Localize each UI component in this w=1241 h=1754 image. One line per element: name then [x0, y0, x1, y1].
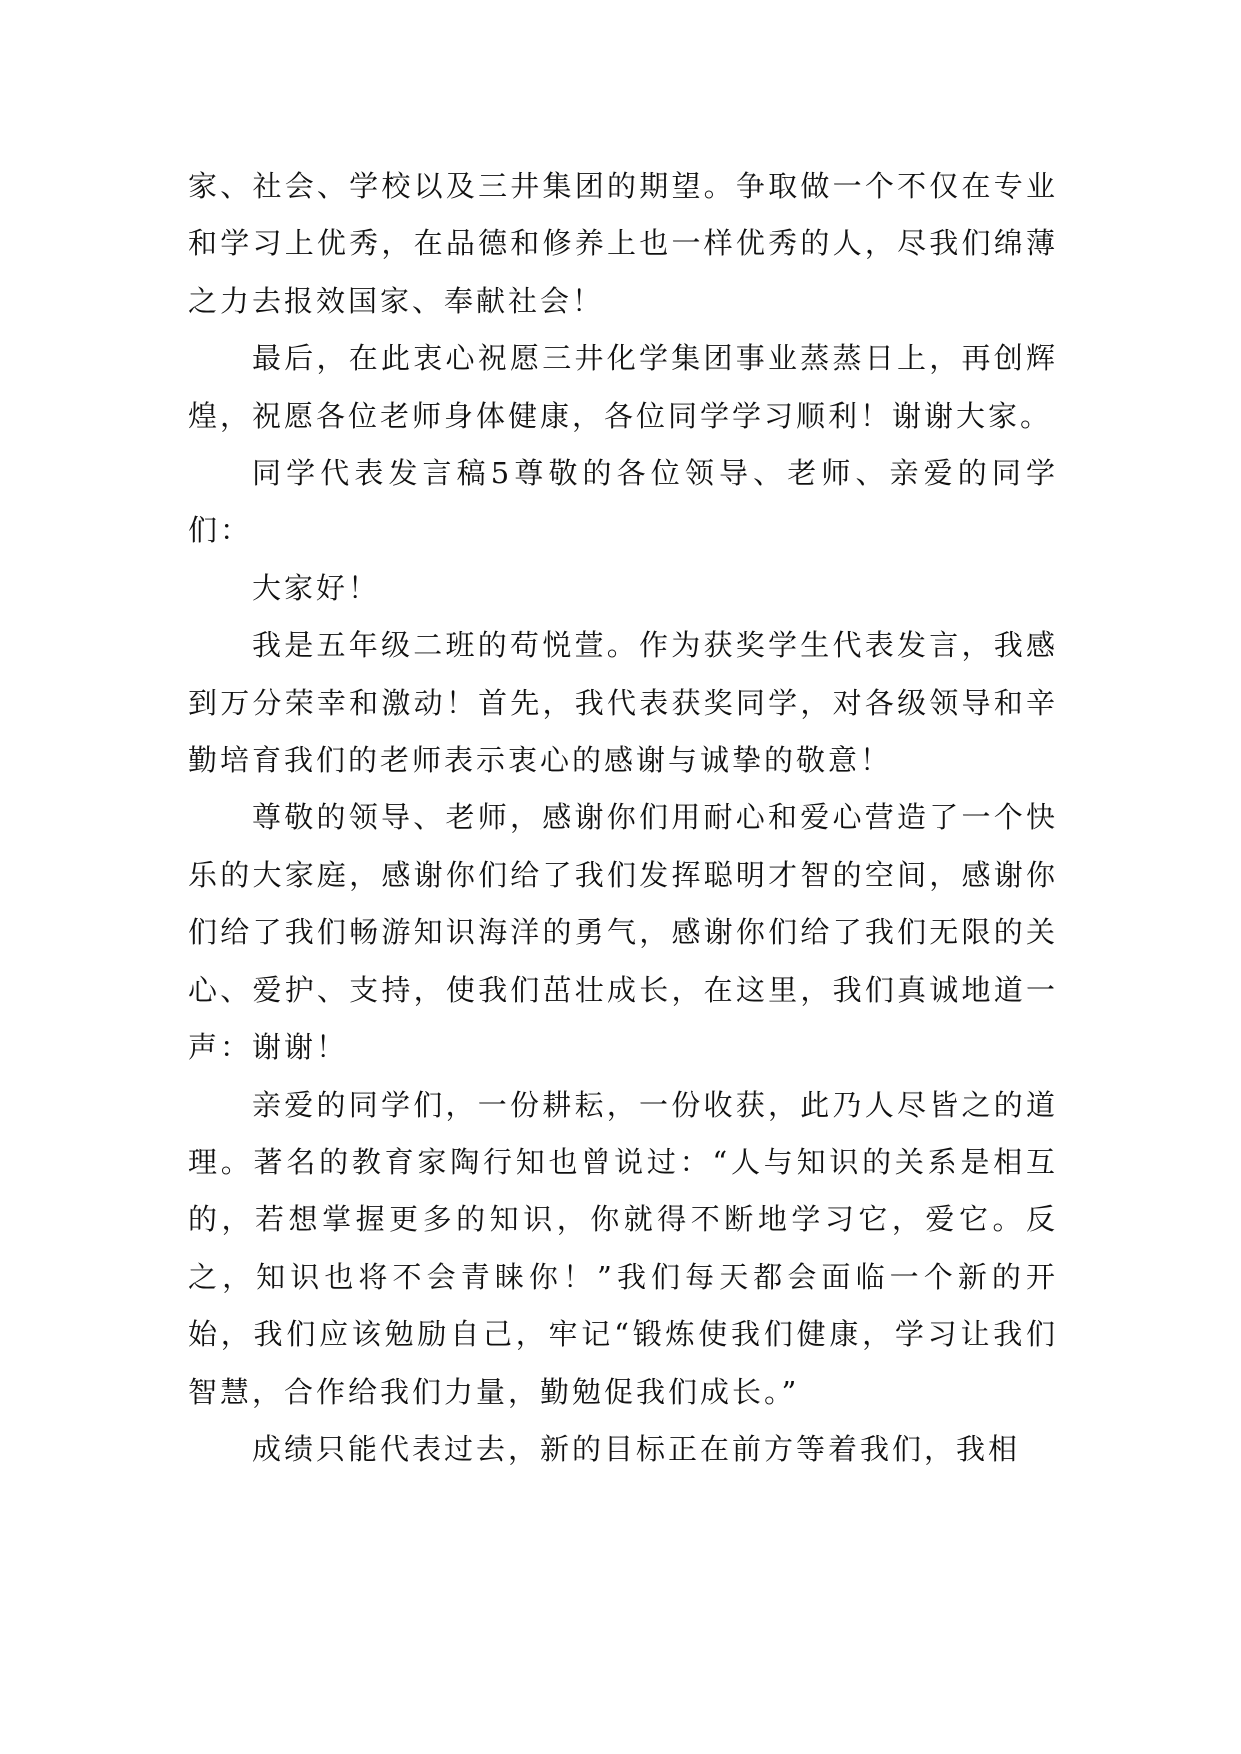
paragraph-speech-title: 同学代表发言稿5尊敬的各位领导、老师、亲爱的同学们： [188, 456, 1058, 548]
paragraph-introduction: 我是五年级二班的苟悦萱。作为获奖学生代表发言，我感到万分荣幸和激动！首先，我代表获奖同学，对各级领导和辛勤培育我们的老师表示衷心的感谢与诚挚的敬意！ [188, 628, 1058, 778]
paragraph-continued: 家、社会、学校以及三井集团的期望。争取做一个不仅在专业和学习上优秀，在品德和修养上也一样优秀的人，尽我们绵薄之力去报效国家、奉献社会！ [188, 169, 1058, 318]
document-body [188, 158, 1058, 1478]
paragraph-thanks-teachers: 尊敬的领导、老师，感谢你们用耐心和爱心营造了一个快乐的大家庭，感谢你们给了我们发挥聪明才智的空间，感谢你们给了我们畅游知识海洋的勇气，感谢你们给了我们无限的关心、爱护、支持，使我们茁壮成长，在这里，我们真诚地道一声：谢谢！ [188, 800, 1058, 1065]
paragraph-future-goals: 成绩只能代表过去，新的目标正在前方等着我们，我相 [252, 1431, 1021, 1466]
paragraph-closing-wishes: 最后，在此衷心祝愿三井化学集团事业蒸蒸日上，再创辉煌，祝愿各位老师身体健康，各位同学学习顺利！谢谢大家。 [188, 341, 1058, 433]
paragraph-greeting: 大家好！ [252, 570, 381, 605]
paragraph-classmates: 亲爱的同学们，一份耕耘，一份收获，此乃人尽皆之的道理。著名的教育家陶行知也曾说过：“人与知识的关系是相互的，若想掌握更多的知识，你就得不断地学习它，爱它。反之，知识也将不会青睐你！”我们每天都会面临一个新的开始，我们应该勉励自己，牢记“锻炼使我们健康，学习让我们智慧，合作给我们力量，勤勉促我们成长。” [188, 1087, 1058, 1409]
